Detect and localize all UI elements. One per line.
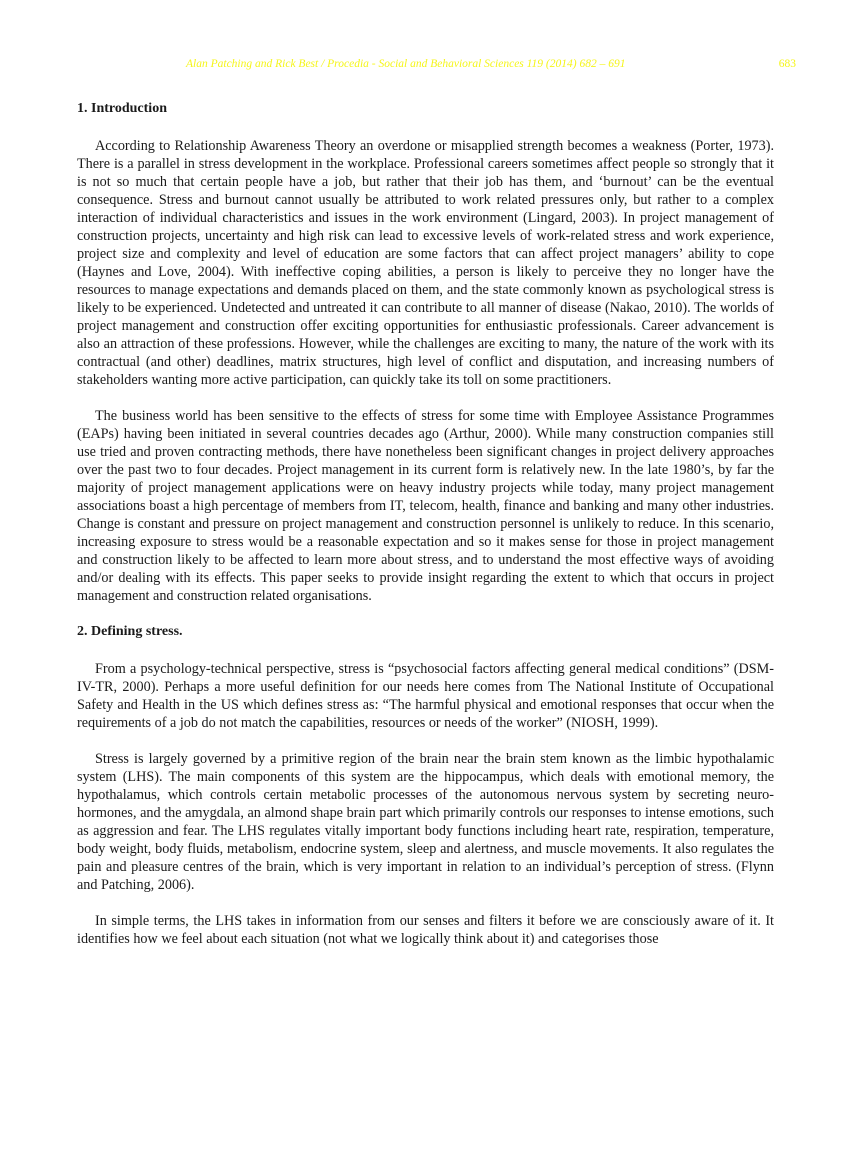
paragraph: Stress is largely governed by a primitive region of the brain near the brain stem known as the limbic hypothalamic system (LHS). The main components of this system are the hippocampus, which deals with emotional memory, the hypothalamus, which controls certain metabolic processes of the autonomous nervous system by secreting neuro-hormones, and the amygdala, an almond shape brain part which primarily controls our responses to intense emotions, such as aggression and fear. The LHS regulates vitally important body functions including heart rate, respiration, temperature, body weight, body fluids, metabolism, endocrine system, sleep and alertness, and muscle movements. It also regulates the pain and pleasure centres of the brain, which is very important in relation to an individual’s perception of stress. (Flynn and Patching, 2006). — [77, 751, 774, 893]
journal-citation: Alan Patching and Rick Best / Procedia - Social and Behavioral Sciences 119 (2014) 682 – 691 — [186, 58, 626, 70]
section-defining-stress — [77, 623, 774, 948]
section-heading: 2. Defining stress. — [77, 624, 183, 639]
paragraph: In simple terms, the LHS takes in information from our senses and filters it before we are consciously aware of it. It identifies how we feel about each situation (not what we logically think about it) and categorises those — [77, 913, 774, 947]
page-number: 683 — [778, 58, 796, 70]
section-introduction — [77, 100, 774, 605]
paragraph: From a psychology-technical perspective, stress is “psychosocial factors affecting general medical conditions” (DSM-IV-TR, 2000). Perhaps a more useful definition for our needs here comes from The National Institute of Occupational Safety and Health in the US which defines stress as: “The harmful physical and emotional responses that occur when the requirements of a job do not match the capabilities, resources or needs of the worker” (NIOSH, 1999). — [77, 661, 774, 731]
paragraph: The business world has been sensitive to the effects of stress for some time with Employee Assistance Programmes (EAPs) having been initiated in several countries decades ago (Arthur, 2000). While many construction companies still use tried and proven contracting methods, there have nonetheless been significant changes in project delivery approaches over the past two to four decades. Project management in its current form is relatively new. In the late 1980’s, by far the majority of project management applications were on heavy industry projects while today, many project management associations boast a high percentage of members from IT, telecom, health, finance and banking and many other industries. Change is constant and pressure on project management and construction personnel is unlikely to reduce. In this scenario, increasing exposure to stress would be a reasonable expectation and so it makes sense for those in project management and construction likely to be affected to learn more about stress, and to understand the most effective ways of avoiding and/or dealing with its effects. This paper seeks to provide insight regarding the extent to which that occurs in project management and construction related organisations. — [77, 408, 774, 604]
running-head — [186, 58, 796, 70]
paragraph: According to Relationship Awareness Theory an overdone or misapplied strength becomes a weakness (Porter, 1973). There is a parallel in stress development in the workplace. Professional careers sometimes affect people so strongly that it is not so much that certain people have a job, but rather that their job has them, and ‘burnout’ can be the eventual consequence. Stress and burnout cannot usually be attributed to work related pressures only, but rather to a complex interaction of individual characteristics and issues in the work environment (Lingard, 2003). In project management of construction projects, uncertainty and high risk can lead to excessive levels of work-related stress and work experience, project size and complexity and level of education are some factors that can affect project managers’ ability to cope (Haynes and Love, 2004). With ineffective coping abilities, a person is likely to perceive they no longer have the resources to manage expectations and demands placed on them, and the state commonly known as psychological stress is likely to be experienced. Undetected and untreated it can contribute to all manner of disease (Nakao, 2010). The worlds of project management and construction offer exciting opportunities for enthusiastic professionals. Career advancement is also an attraction of these professions. However, while the challenges are exciting to many, the nature of the work with its contractual (and other) deadlines, matrix structures, high level of conflict and disputation, and increasing numbers of stakeholders wanting more active participation, can quickly take its toll on some practitioners. — [77, 138, 774, 388]
article-body — [77, 100, 774, 948]
section-heading: 1. Introduction — [77, 101, 167, 116]
